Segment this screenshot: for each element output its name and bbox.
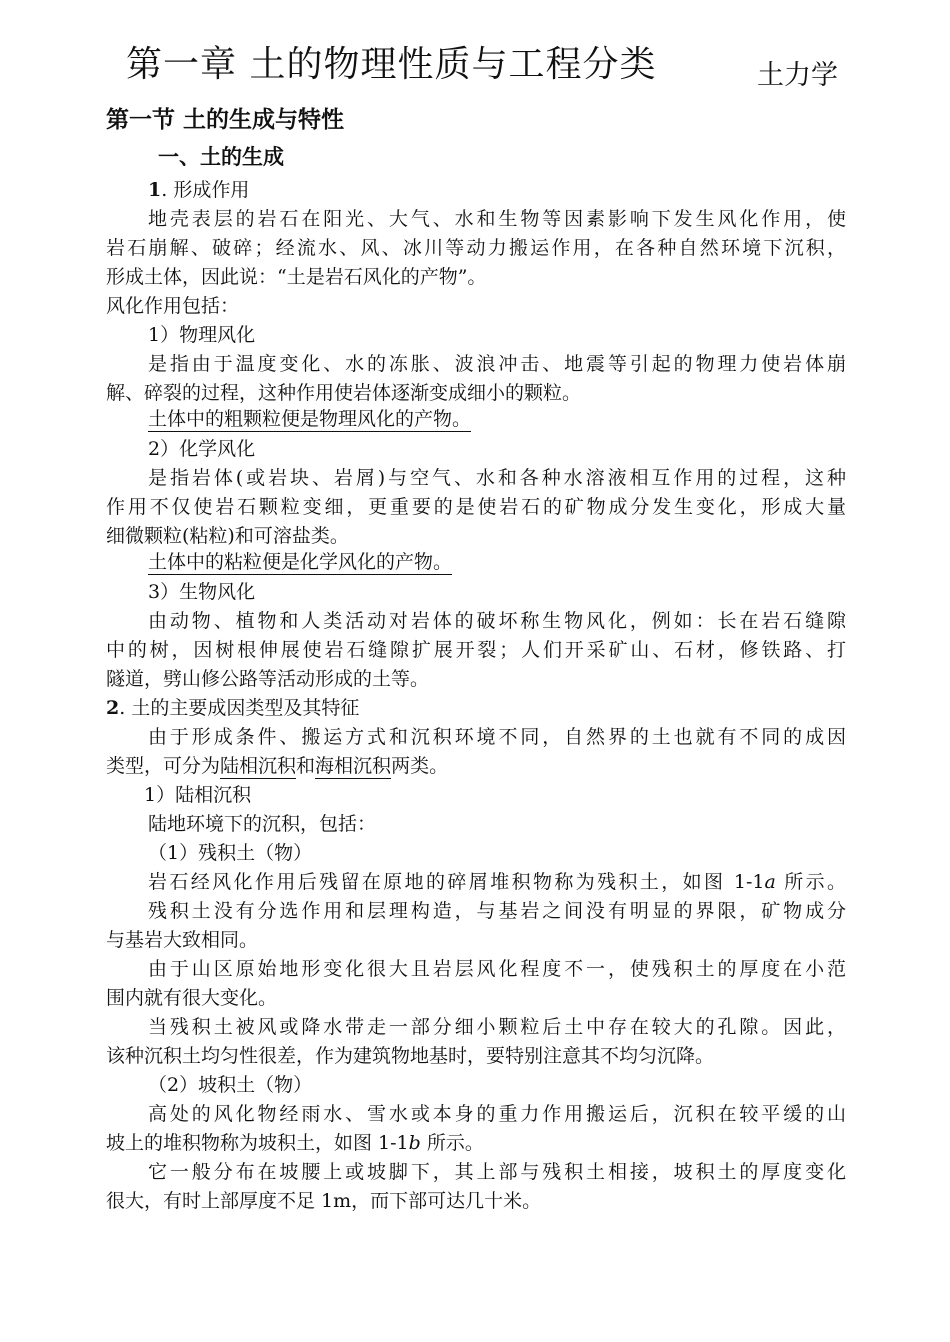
text-span: 所示。 xyxy=(775,871,846,893)
paragraph-line: 当残积土被风或降水带走一部分细小颗粒后土中存在较大的孔隙。因此， xyxy=(148,1016,846,1038)
heading-number: 1 xyxy=(148,179,162,201)
subsection-title: 一、土的生成 xyxy=(158,145,284,169)
heading-number: 2 xyxy=(106,697,120,719)
paragraph-line: 由于山区原始地形变化很大且岩层风化程度不一，使残积土的厚度在小范 xyxy=(148,958,846,980)
item-heading: 1）物理风化 xyxy=(148,324,256,346)
item-heading: （1）残积土（物） xyxy=(148,842,313,864)
heading-origin-types xyxy=(106,699,359,718)
paragraph-line xyxy=(106,1134,484,1153)
heading-formation xyxy=(148,181,249,200)
item-heading: 2）化学风化 xyxy=(148,438,256,460)
paragraph-line: 是指由于温度变化、水的冻胀、波浪冲击、地震等引起的物理力使岩体崩 xyxy=(148,353,846,375)
paragraph-line: 围内就有很大变化。 xyxy=(106,987,278,1009)
chapter-title: 第一章 土的物理性质与工程分类 xyxy=(126,44,657,85)
paragraph-line: 细微颗粒(粘粒)和可溶盐类。 xyxy=(106,525,349,547)
paragraph-line xyxy=(106,757,448,776)
paragraph-line: 隧道，劈山修公路等活动形成的土等。 xyxy=(106,668,430,690)
underlined-text: 土体中的粗颗粒便是物理风化的产物。 xyxy=(148,408,472,430)
paragraph-line: 很大，有时上部厚度不足 1m，而下部可达几十米。 xyxy=(106,1190,542,1212)
paragraph-line: 残积土没有分选作用和层理构造，与基岩之间没有明显的界限，矿物成分 xyxy=(148,900,846,922)
underlined-text: 土体中的粘粒便是化学风化的产物。 xyxy=(148,551,453,573)
subject-label: 土力学 xyxy=(757,60,838,91)
paragraph-line: 由动物、植物和人类活动对岩体的破坏称生物风化，例如：长在岩石缝隙 xyxy=(148,610,846,632)
underlined-line xyxy=(148,553,452,572)
item-heading: （2）坡积土（物） xyxy=(148,1074,313,1096)
paragraph-line: 形成土体，因此说：“土是岩石风化的产物”。 xyxy=(106,266,487,288)
figure-ref-letter: a xyxy=(764,871,776,893)
paragraph-line: 解、碎裂的过程，这种作用使岩体逐渐变成细小的颗粒。 xyxy=(106,382,582,404)
paragraph-line: 该种沉积土均匀性很差，作为建筑物地基时，要特别注意其不均匀沉降。 xyxy=(106,1045,715,1067)
paragraph-line: 中的树，因树根伸展使岩石缝隙扩展开裂；人们开采矿山、石材，修铁路、打 xyxy=(106,639,846,661)
paragraph-line: 是指岩体(或岩块、岩屑)与空气、水和各种水溶液相互作用的过程，这种 xyxy=(148,467,846,489)
item-heading: 3）生物风化 xyxy=(148,581,256,603)
paragraph-line: 与基岩大致相同。 xyxy=(106,929,259,951)
text-span: 类型，可分为 xyxy=(106,755,221,777)
text-span: 岩石经风化作用后残留在原地的碎屑堆积物称为残积土，如图 1-1 xyxy=(148,871,765,893)
paragraph-line: 高处的风化物经雨水、雪水或本身的重力作用搬运后，沉积在较平缓的山 xyxy=(148,1103,846,1125)
heading-text: . 土的主要成因类型及其特征 xyxy=(119,697,360,719)
paragraph-line: 它一般分布在坡腰上或坡脚下，其上部与残积土相接，坡积土的厚度变化 xyxy=(148,1161,846,1183)
underlined-line xyxy=(148,410,471,429)
paragraph-line: 作用不仅使岩石颗粒变细，更重要的是使岩石的矿物成分发生变化，形成大量 xyxy=(106,496,846,518)
section-title: 第一节 土的生成与特性 xyxy=(106,107,345,133)
paragraph-line: 岩石崩解、破碎；经流水、风、冰川等动力搬运作用，在各种自然环境下沉积， xyxy=(106,237,846,259)
paragraph-line xyxy=(148,873,846,892)
paragraph-line: 由于形成条件、搬运方式和沉积环境不同，自然界的土也就有不同的成因 xyxy=(148,726,846,748)
paragraph-line: 陆地环境下的沉积，包括： xyxy=(148,813,377,835)
text-span: 所示。 xyxy=(420,1132,484,1154)
heading-text: . 形成作用 xyxy=(161,179,250,201)
text-span: 坡上的堆积物称为坡积土，如图 1-1 xyxy=(106,1132,409,1154)
text-span: 和 xyxy=(296,755,316,777)
paragraph-line: 地壳表层的岩石在阳光、大气、水和生物等因素影响下发生风化作用，使 xyxy=(148,208,846,230)
term-continental: 陆相沉积 xyxy=(220,755,297,777)
item-heading: 1）陆相沉积 xyxy=(144,784,252,806)
paragraph-line: 风化作用包括： xyxy=(106,295,240,317)
text-span: 两类。 xyxy=(391,755,449,777)
figure-ref-letter: b xyxy=(408,1132,421,1154)
term-marine: 海相沉积 xyxy=(315,755,392,777)
